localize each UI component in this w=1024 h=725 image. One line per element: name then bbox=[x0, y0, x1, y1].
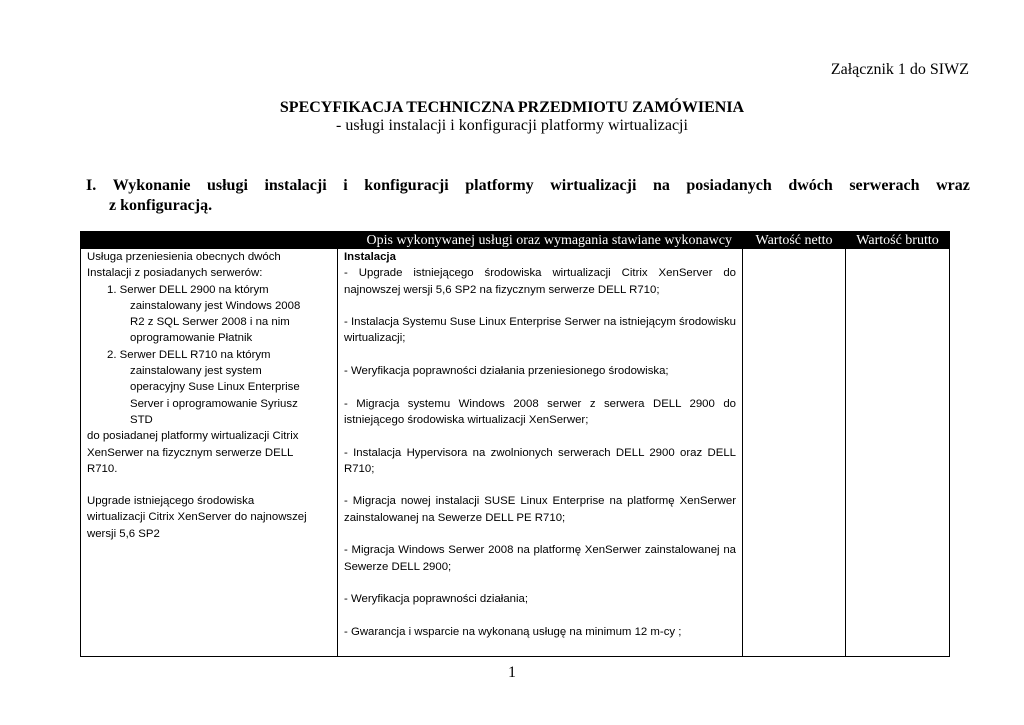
description-title: Instalacja bbox=[344, 251, 396, 263]
section-word: serwerach bbox=[849, 177, 920, 194]
section-heading bbox=[86, 176, 970, 216]
section-word: platformy bbox=[465, 177, 534, 194]
service-cell bbox=[81, 249, 338, 657]
service-line: Instalacji z posiadanych serwerów: bbox=[87, 267, 263, 280]
description-cell bbox=[338, 249, 743, 657]
section-word: wirtualizacji bbox=[550, 177, 637, 194]
description-item: - Migracja nowej instalacji SUSE Linux Enterprise na platformę XenSerwer zainstalowanej na Sewerze DELL PE R710; bbox=[344, 495, 736, 524]
section-word: i bbox=[343, 177, 348, 194]
table-row bbox=[81, 249, 950, 657]
service-line: oprogramowanie Płatnik bbox=[130, 332, 253, 345]
page-number: 1 bbox=[508, 664, 516, 681]
document-subtitle: - usługi instalacji i konfiguracji platformy wirtualizacji bbox=[336, 117, 688, 134]
service-line: zainstalowany jest system bbox=[130, 365, 262, 378]
description-item: - Migracja Windows Serwer 2008 na platformę XenSerwer zainstalowanej na Sewerze DELL 2900; bbox=[344, 544, 736, 573]
section-word: na bbox=[652, 177, 670, 194]
description-item: - Weryfikacja poprawności działania przeniesionego środowiska; bbox=[344, 365, 669, 378]
header-service bbox=[81, 232, 338, 249]
service-line: wirtualizacji Citrix XenServer do najnowszej bbox=[87, 511, 307, 524]
service-line: R2 z SQL Serwer 2008 i na nim bbox=[130, 316, 290, 329]
description-item: - Weryfikacja poprawności działania; bbox=[344, 593, 529, 606]
table-header-row bbox=[81, 232, 950, 249]
description-item: - Instalacja Hypervisora na zwolnionych serwerach DELL 2900 oraz DELL R710; bbox=[344, 446, 736, 475]
service-line: XenSerwer na fizycznym serwerze DELL bbox=[87, 446, 294, 459]
specification-table bbox=[80, 231, 950, 657]
service-line: R710. bbox=[87, 462, 118, 475]
annex-label: Załącznik 1 do SIWZ bbox=[830, 61, 969, 78]
section-word: wraz bbox=[936, 177, 970, 194]
service-line: Upgrade istniejącego środowiska bbox=[87, 495, 255, 508]
service-line: Server i oprogramowanie Syriusz bbox=[130, 397, 298, 410]
section-heading-continuation: z konfiguracją. bbox=[109, 197, 213, 214]
section-word: konfiguracji bbox=[364, 177, 449, 194]
section-word: dwóch bbox=[788, 177, 833, 194]
document-title: SPECYFIKACJA TECHNICZNA PRZEDMIOTU ZAMÓWIENIA bbox=[279, 99, 745, 116]
section-word: Wykonanie bbox=[112, 177, 191, 194]
description-item: - Instalacja Systemu Suse Linux Enterprise Serwer na istniejącym środowisku wirtualizacji; bbox=[344, 316, 736, 345]
section-word: instalacji bbox=[264, 177, 327, 194]
service-line: wersji 5,6 SP2 bbox=[87, 527, 160, 540]
section-word: posiadanych bbox=[686, 177, 772, 194]
net-value-cell bbox=[743, 249, 846, 657]
description-item: - Gwarancja i wsparcie na wykonaną usługę na minimum 12 m-cy ; bbox=[344, 625, 682, 638]
section-number: I. bbox=[86, 177, 97, 194]
header-net-value: Wartość netto bbox=[743, 232, 846, 249]
section-word: usługi bbox=[206, 177, 248, 194]
title-block bbox=[0, 99, 1024, 135]
service-list-item: 1. Serwer DELL 2900 na którym bbox=[107, 283, 269, 296]
section-heading-line bbox=[86, 176, 970, 196]
header-gross-value: Wartość brutto bbox=[846, 232, 950, 249]
service-line: operacyjny Suse Linux Enterprise bbox=[130, 381, 300, 394]
header-description: Opis wykonywanej usługi oraz wymagania stawiane wykonawcy bbox=[338, 232, 743, 249]
service-line: do posiadanej platformy wirtualizacji Citrix bbox=[87, 430, 299, 443]
service-list-item: 2. Serwer DELL R710 na którym bbox=[107, 348, 271, 361]
description-item: - Migracja systemu Windows 2008 serwer z serwera DELL 2900 do istniejącego środowiska wirtualizacji XenSerwer; bbox=[344, 397, 736, 426]
service-line: zainstalowany jest Windows 2008 bbox=[130, 299, 301, 312]
service-line: STD bbox=[130, 413, 153, 426]
gross-value-cell bbox=[846, 249, 950, 657]
description-item: - Upgrade istniejącego środowiska wirtualizacji Citrix XenServer do najnowszej wersji 5,6 SP2 na fizycznym serwerze DELL R710; bbox=[344, 267, 736, 296]
service-line: Usługa przeniesienia obecnych dwóch bbox=[87, 251, 281, 263]
